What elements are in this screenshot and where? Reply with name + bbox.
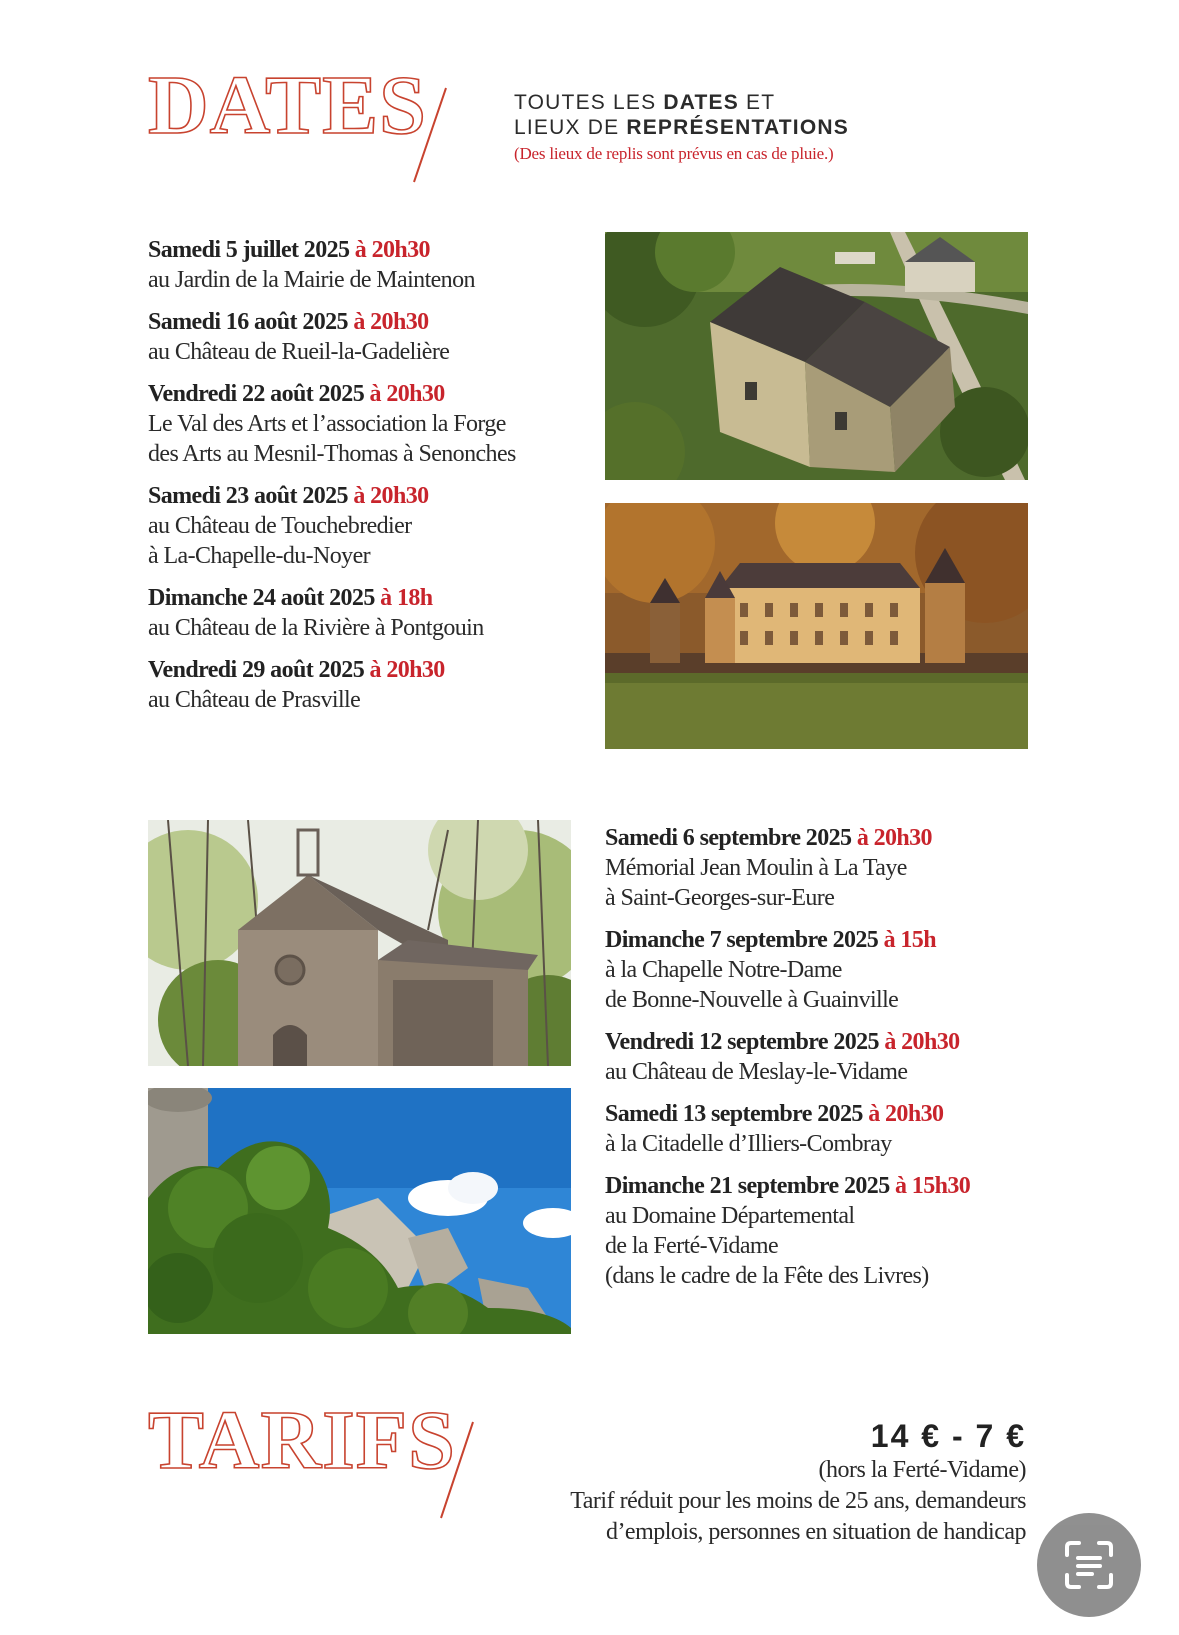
event-time: à 15h: [883, 927, 936, 953]
event-place: au Jardin de la Mairie de Maintenon: [148, 267, 475, 293]
intro-line-2: LIEUX DE REPRÉSENTATIONS: [514, 116, 849, 139]
event-date: Vendredi 22 août 2025: [148, 381, 370, 407]
event-place: Le Val des Arts et l’association la Forge: [148, 411, 506, 437]
price-exception-note: (hors la Ferté-Vidame): [818, 1457, 1026, 1483]
event-place: des Arts au Mesnil-Thomas à Senonches: [148, 441, 516, 467]
event-item: [605, 1027, 1025, 1087]
price-block: [570, 1417, 1026, 1548]
event-date: Samedi 16 août 2025: [148, 309, 354, 335]
event-time: à 20h30: [369, 381, 445, 407]
event-place: à Saint-Georges-sur-Eure: [605, 885, 835, 911]
event-item: [148, 235, 568, 295]
events-list-september: [605, 823, 1025, 1303]
event-item: [605, 1099, 1025, 1159]
event-time: à 15h30: [895, 1173, 971, 1199]
event-time: à 20h30: [856, 825, 932, 851]
price-amount: 14 € - 7 €: [870, 1418, 1026, 1454]
dates-intro: [514, 90, 934, 164]
event-place: au Domaine Départemental: [605, 1203, 855, 1229]
event-place: au Château de Meslay-le-Vidame: [605, 1059, 908, 1085]
event-date: Dimanche 7 septembre 2025: [605, 927, 884, 953]
event-item: [148, 655, 568, 715]
events-list-summer: [148, 235, 568, 727]
event-date: Vendredi 12 septembre 2025: [605, 1029, 885, 1055]
event-date: Samedi 23 août 2025: [148, 483, 354, 509]
rain-note: (Des lieux de replis sont prévus en cas de pluie.): [514, 144, 834, 163]
event-date: Samedi 5 juillet 2025: [148, 237, 355, 263]
chapel-photo: [148, 820, 571, 1066]
event-place: à La-Chapelle-du-Noyer: [148, 543, 371, 569]
chateau-sunset-photo: [605, 503, 1028, 749]
event-date: Dimanche 24 août 2025: [148, 585, 381, 611]
tarifs-title: TARIFS: [148, 1394, 456, 1487]
event-place: de la Ferté-Vidame: [605, 1233, 779, 1259]
event-time: à 20h30: [354, 237, 430, 263]
event-date: Vendredi 29 août 2025: [148, 657, 370, 683]
event-time: à 20h30: [369, 657, 445, 683]
event-date: Samedi 13 septembre 2025: [605, 1101, 869, 1127]
event-item: [148, 307, 568, 367]
event-item: [605, 1171, 1025, 1291]
reduced-rate-note: Tarif réduit pour les moins de 25 ans, demandeurs: [570, 1488, 1026, 1514]
event-date: Samedi 6 septembre 2025: [605, 825, 857, 851]
event-place: au Château de Touchebredier: [148, 513, 412, 539]
event-place: à la Citadelle d’Illiers-Combray: [605, 1131, 892, 1157]
title-slash-decoration: [410, 86, 450, 184]
event-place: Mémorial Jean Moulin à La Taye: [605, 855, 907, 881]
event-item: [148, 481, 568, 571]
text-scan-button[interactable]: [1037, 1513, 1141, 1617]
event-time: à 20h30: [868, 1101, 944, 1127]
event-place: au Château de Prasville: [148, 687, 361, 713]
title-slash-decoration: [437, 1420, 477, 1520]
citadel-ruins-photo: [148, 1088, 571, 1334]
event-time: à 20h30: [353, 483, 429, 509]
reduced-rate-note-cont: d’emplois, personnes en situation de handicap: [605, 1519, 1026, 1545]
event-time: à 20h30: [884, 1029, 960, 1055]
event-date: Dimanche 21 septembre 2025: [605, 1173, 895, 1199]
event-time: à 20h30: [353, 309, 429, 335]
event-place: au Château de Rueil-la-Gadelière: [148, 339, 450, 365]
event-item: [605, 823, 1025, 913]
event-item: [148, 379, 568, 469]
event-item: [148, 583, 568, 643]
text-scan-icon: [1059, 1535, 1119, 1595]
manor-aerial-photo: [605, 232, 1028, 480]
event-place: (dans le cadre de la Fête des Livres): [605, 1263, 929, 1289]
event-time: à 18h: [380, 585, 433, 611]
event-place: à la Chapelle Notre-Dame: [605, 957, 842, 983]
event-item: [605, 925, 1025, 1015]
event-place: de Bonne-Nouvelle à Guainville: [605, 987, 899, 1013]
event-place: au Château de la Rivière à Pontgouin: [148, 615, 484, 641]
intro-line-1: TOUTES LES DATES ET: [514, 91, 776, 114]
dates-title: DATES: [148, 59, 427, 152]
